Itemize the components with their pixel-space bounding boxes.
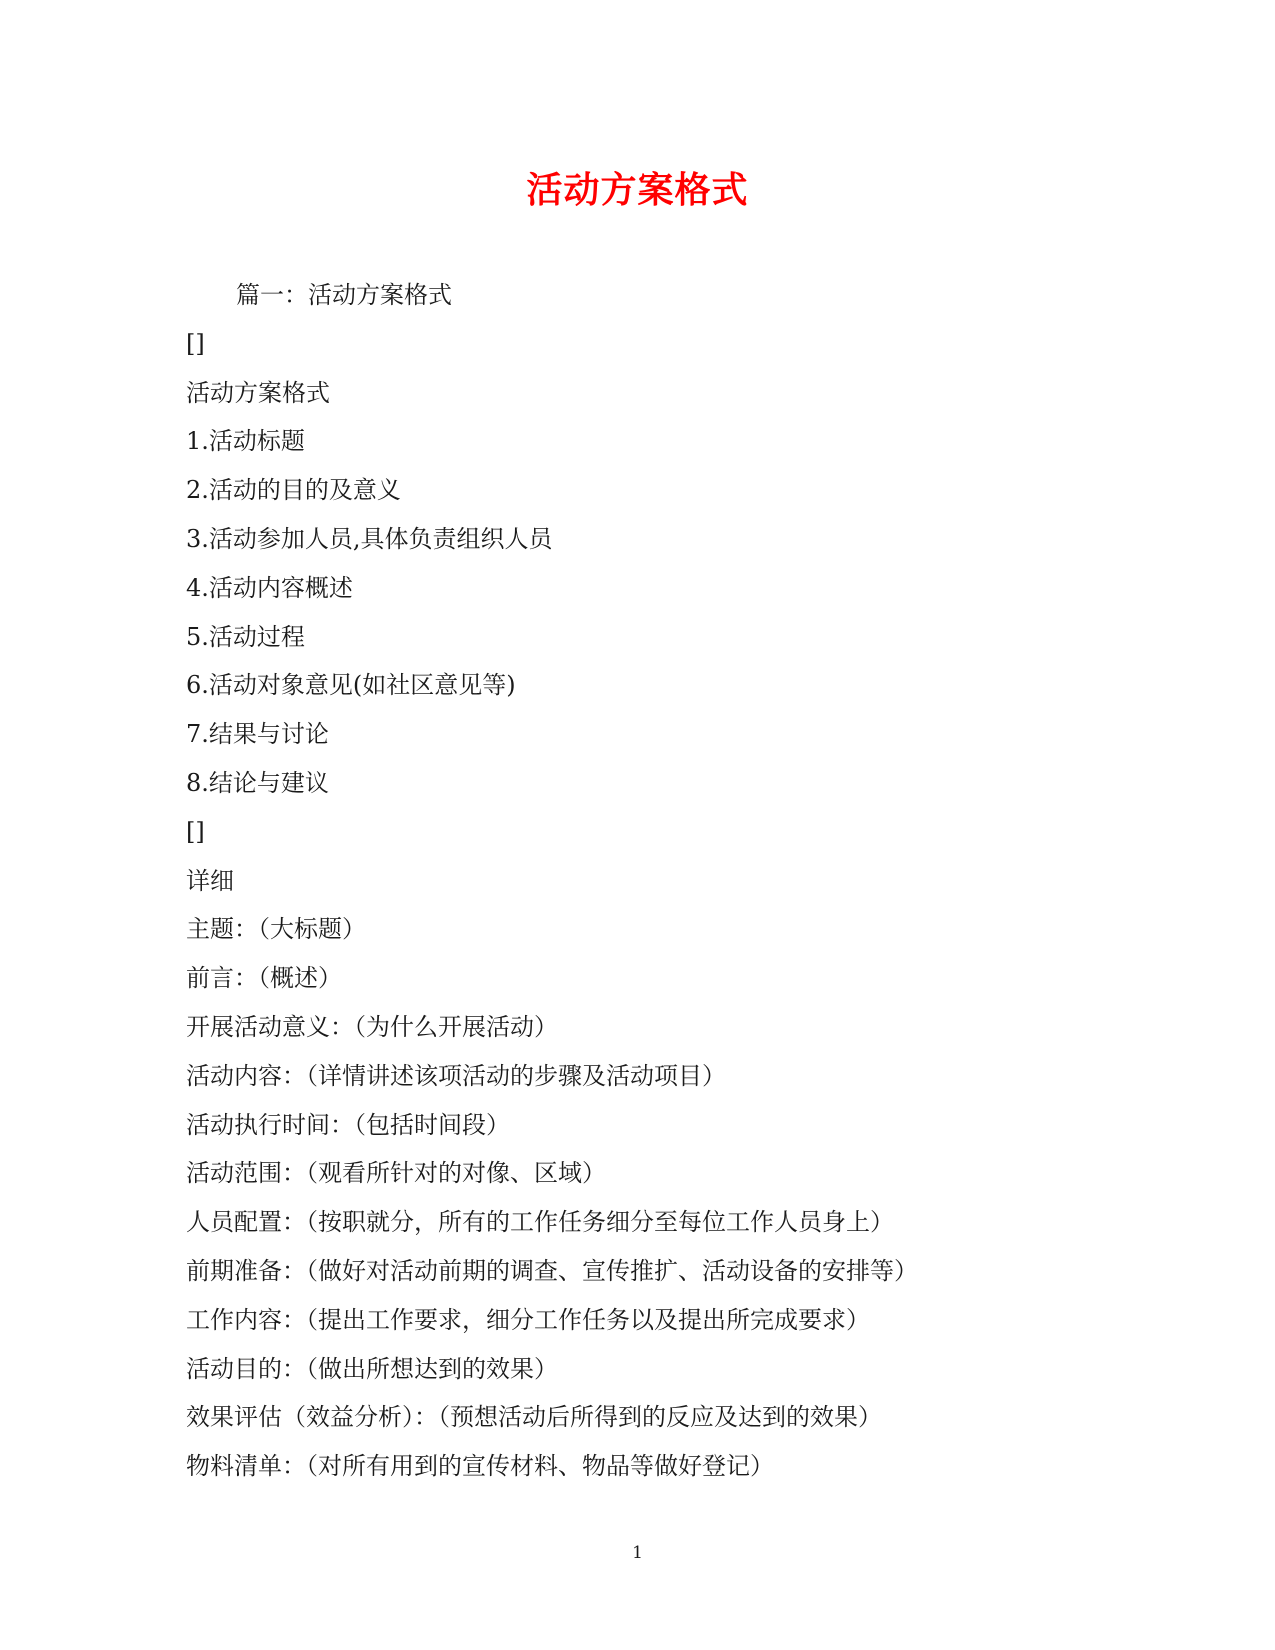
detail-line: 物料清单：（对所有用到的宣传材料、物品等做好登记） xyxy=(186,1452,774,1481)
list-item: 7.结果与讨论 xyxy=(186,720,329,749)
detail-line: 活动执行时间：（包括时间段） xyxy=(186,1110,510,1139)
text-line: [] xyxy=(186,817,205,846)
text-line: [] xyxy=(186,329,205,358)
list-item: 2.活动的目的及意义 xyxy=(186,476,401,505)
detail-line: 前言：（概述） xyxy=(186,964,342,993)
list-item: 1.活动标题 xyxy=(186,427,305,456)
document-body xyxy=(186,279,1186,1499)
section-heading: 篇一：活动方案格式 xyxy=(236,281,452,309)
detail-line: 活动范围：（观看所针对的对像、区域） xyxy=(186,1159,606,1188)
list-item: 5.活动过程 xyxy=(186,622,305,651)
list-item: 6.活动对象意见(如社区意见等) xyxy=(186,671,516,700)
text-line: 详细 xyxy=(186,866,234,895)
detail-line: 主题：（大标题） xyxy=(186,915,366,944)
text-line: 活动方案格式 xyxy=(186,378,330,407)
detail-line: 前期准备：（做好对活动前期的调查、宣传推扩、活动设备的安排等） xyxy=(186,1256,918,1285)
detail-line: 开展活动意义：（为什么开展活动） xyxy=(186,1012,558,1041)
detail-line: 工作内容：（提出工作要求，细分工作任务以及提出所完成要求） xyxy=(186,1305,870,1334)
page-number: 1 xyxy=(632,1543,643,1563)
detail-line: 活动内容：（详情讲述该项活动的步骤及活动项目） xyxy=(186,1061,726,1090)
document-title: 活动方案格式 xyxy=(526,169,749,211)
detail-line: 效果评估（效益分析）：（预想活动后所得到的反应及达到的效果） xyxy=(186,1403,882,1432)
list-item: 3.活动参加人员,具体负责组织人员 xyxy=(186,524,553,553)
list-item: 4.活动内容概述 xyxy=(186,573,353,602)
list-item: 8.结论与建议 xyxy=(186,768,329,797)
detail-line: 活动目的：（做出所想达到的效果） xyxy=(186,1354,558,1383)
detail-line: 人员配置：（按职就分，所有的工作任务细分至每位工作人员身上） xyxy=(186,1208,894,1237)
